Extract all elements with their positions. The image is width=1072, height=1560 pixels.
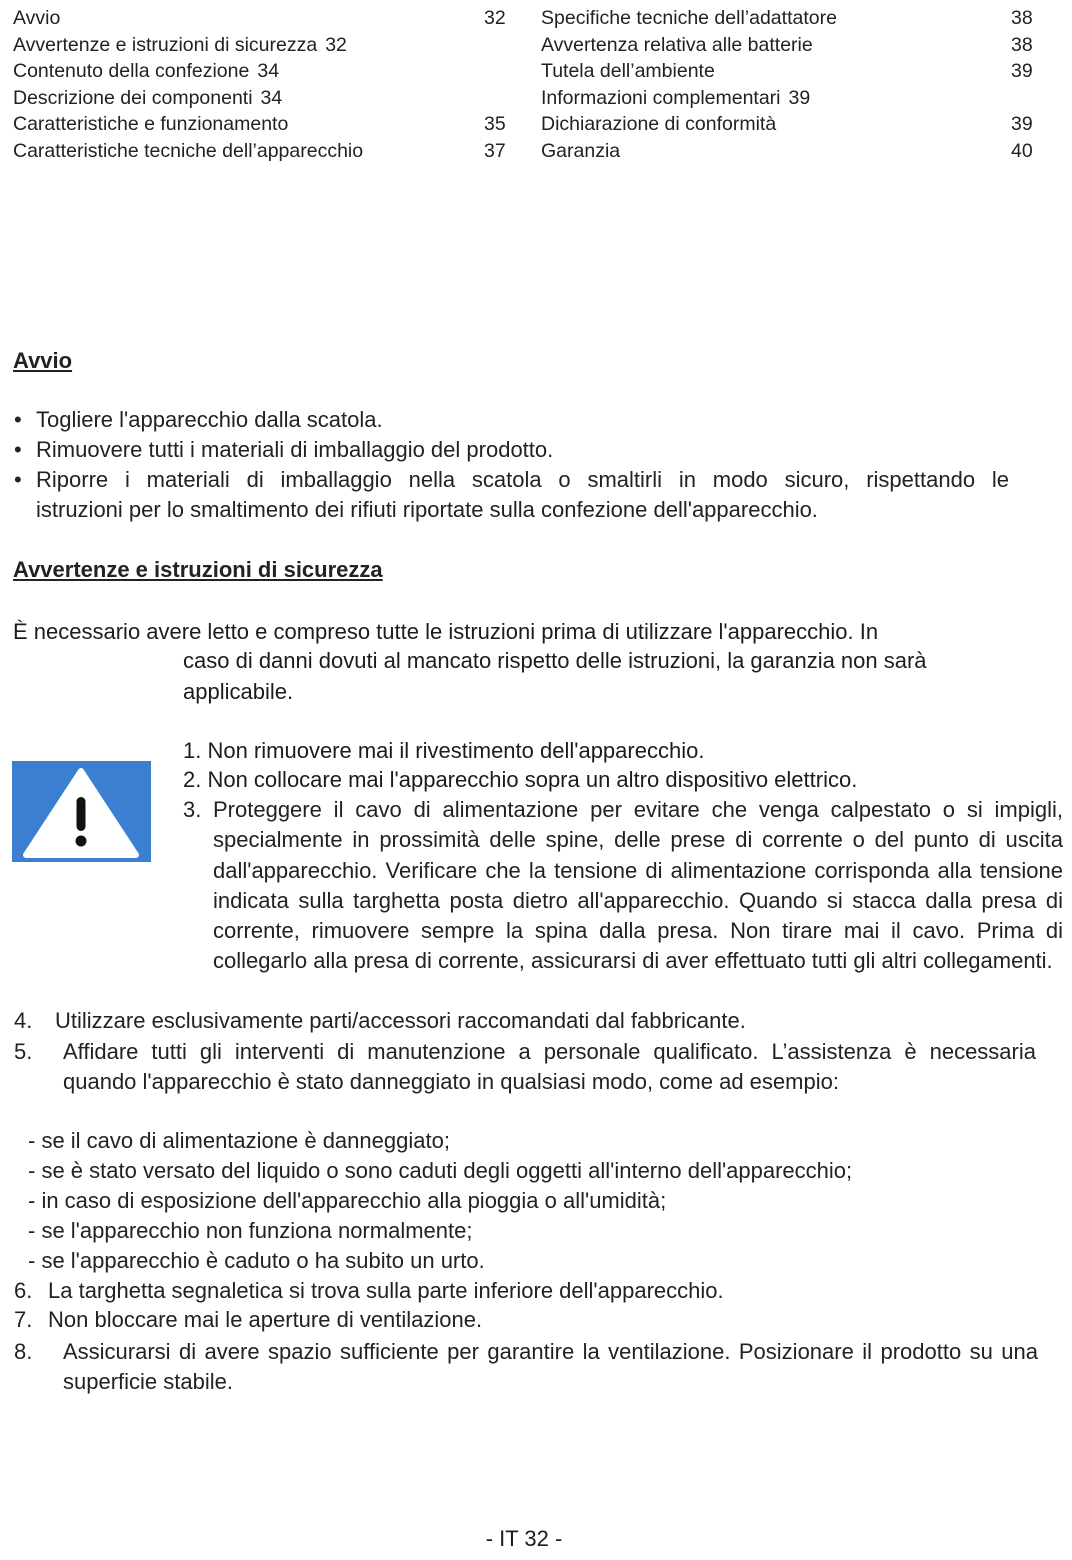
list-item: • Rimuovere tutti i materiali di imballaggio del prodotto. xyxy=(14,437,554,462)
toc-left-column xyxy=(13,5,513,165)
toc-entry-page: 39 xyxy=(1011,60,1033,83)
item-number: 5. xyxy=(14,1039,33,1064)
toc-entry xyxy=(541,111,1041,138)
safety-item-2: 2. Non collocare mai l'apparecchio sopra un altro dispositivo elettrico. xyxy=(183,767,858,792)
warning-triangle-icon xyxy=(12,761,151,862)
intro-paragraph-line3: applicabile. xyxy=(183,679,294,704)
toc-entry-page: 32 xyxy=(325,33,347,56)
toc-entry-title: Avvertenze e istruzioni di sicurezza xyxy=(13,33,318,56)
toc-entry xyxy=(541,5,1041,32)
list-item: - se l'apparecchio è caduto o ha subito un urto. xyxy=(28,1248,485,1273)
list-item: - se l'apparecchio non funziona normalmente; xyxy=(28,1218,473,1243)
item-number: 7. xyxy=(14,1307,33,1332)
safety-item-3 xyxy=(183,795,1063,1015)
safety-item-6 xyxy=(14,1276,1044,1306)
toc-entry-title: Avvertenza relativa alle batterie xyxy=(541,33,813,56)
toc-entry-title: Dichiarazione di conformità xyxy=(541,113,777,136)
item-number: 8. xyxy=(14,1339,33,1364)
toc-entry xyxy=(541,32,1041,59)
section-heading-sicurezza: Avvertenze e istruzioni di sicurezza xyxy=(13,557,383,582)
safety-item-1: 1. Non rimuovere mai il rivestimento dell'apparecchio. xyxy=(183,738,705,763)
toc-entry-page: 35 xyxy=(484,113,506,136)
toc-entry-page: 34 xyxy=(260,86,283,109)
list-item: • Togliere l'apparecchio dalla scatola. xyxy=(14,407,383,432)
list-item: - se il cavo di alimentazione è danneggiato; xyxy=(28,1128,450,1153)
toc-entry-title: Tutela dell’ambiente xyxy=(541,60,715,83)
safety-item-5 xyxy=(14,1037,1044,1132)
toc-entry xyxy=(13,138,513,165)
item-text: La targhetta segnaletica si trova sulla parte inferiore dell'apparecchio. xyxy=(48,1278,724,1303)
toc-entry-title: Specifiche tecniche dell’adattatore xyxy=(541,7,837,29)
toc-entry-page: 40 xyxy=(1011,139,1033,162)
toc-entry-page: 32 xyxy=(484,7,506,29)
list-item: - in caso di esposizione dell'apparecchio alla pioggia o all'umidità; xyxy=(28,1188,667,1213)
safety-item-4 xyxy=(14,1006,1044,1036)
item-text: Non bloccare mai le aperture di ventilazione. xyxy=(48,1307,483,1332)
toc-entry-page: 39 xyxy=(1011,113,1033,136)
item-number: 4. xyxy=(14,1008,33,1033)
intro-paragraph-line2: caso di danni dovuti al mancato rispetto delle istruzioni, la garanzia non sarà xyxy=(183,648,927,673)
item-text: Affidare tutti gli interventi di manutenzione a personale qualificato. L’assistenza è necessaria quando l'apparecchio è stato danneggiato in qualsiasi modo, come ad esempio: xyxy=(63,1039,1036,1095)
item-number: 3. xyxy=(183,797,202,822)
toc-entry-title: Caratteristiche e funzionamento xyxy=(13,113,289,136)
toc-entry xyxy=(13,85,513,112)
toc-entry xyxy=(541,138,1041,165)
toc-entry-title: Caratteristiche tecniche dell’apparecchio xyxy=(13,139,364,162)
safety-item-7 xyxy=(14,1305,1044,1335)
toc-entry-page: 39 xyxy=(788,86,811,109)
avvio-bullet-list xyxy=(13,405,1013,525)
section-heading-avvio: Avvio xyxy=(13,348,73,373)
toc-entry xyxy=(541,85,1041,112)
toc-entry-page: 37 xyxy=(484,139,506,162)
list-item-text-continued: istruzioni per lo smaltimento dei rifiuti riportate sulla confezione dell'apparecchio. xyxy=(36,497,818,522)
toc-entry xyxy=(541,58,1041,85)
toc-entry xyxy=(13,5,513,32)
item-text: Assicurarsi di avere spazio sufficiente per garantire la ventilazione. Posizionare il prodotto su una superficie stabile. xyxy=(63,1339,1038,1395)
list-item-text: Riporre i materiali di imballaggio nella scatola o smaltirli in modo sicuro, rispettando le xyxy=(36,467,1009,492)
toc-entry-page: 34 xyxy=(257,60,280,83)
toc-entry-title: Contenuto della confezione xyxy=(13,60,250,83)
item-text: Utilizzare esclusivamente parti/accessori raccomandati dal fabbricante. xyxy=(55,1008,746,1033)
toc-entry-title: Avvio xyxy=(13,7,61,29)
toc-right-column xyxy=(541,5,1041,165)
item-number: 6. xyxy=(14,1278,33,1303)
list-item: - se è stato versato del liquido o sono caduti degli oggetti all'interno dell'apparecchio; xyxy=(28,1158,853,1183)
toc-entry-title: Descrizione dei componenti xyxy=(13,86,253,109)
safety-item-8 xyxy=(14,1337,1044,1399)
list-item-text: Togliere l'apparecchio dalla scatola. xyxy=(36,407,383,432)
list-item: • Riporre i materiali di imballaggio nella scatola o smaltirli in modo sicuro, rispettando le istruzioni per lo smaltimento dei rifiuti riportate sulla confezione dell'apparecchio. xyxy=(14,467,1009,522)
toc-entry-title: Garanzia xyxy=(541,139,621,162)
toc-entry-page: 38 xyxy=(1011,7,1033,29)
warning-box xyxy=(12,761,151,862)
intro-paragraph-line1: È necessario avere letto e compreso tutte le istruzioni prima di utilizzare l'apparecchio. In xyxy=(13,619,879,644)
toc-entry xyxy=(13,32,513,59)
toc-entry xyxy=(13,111,513,138)
toc-entry xyxy=(13,58,513,85)
page-number-footer: - IT 32 - xyxy=(485,1526,563,1551)
item-text: Proteggere il cavo di alimentazione per evitare che venga calpestato o si impigli, specialmente in prossimità delle spine, delle prese di corrente o del punto di uscita dall'apparecchio. Verificare che la tensione di alimentazione corrisponda alla tensione indicata sulla targhetta posta dietro all'apparecchio. Quando si stacca dalla presa di corrente, rimuovere sempre la spina dalla presa. Non tirare mai il cavo. Prima di collegarlo alla presa di corrente, assicurarsi di aver effettuato tutti gli altri collegamenti. xyxy=(213,797,1063,974)
list-item-text: Rimuovere tutti i materiali di imballaggio del prodotto. xyxy=(36,437,554,462)
toc-entry-page: 38 xyxy=(1011,33,1033,56)
toc-entry-title: Informazioni complementari xyxy=(541,86,781,109)
